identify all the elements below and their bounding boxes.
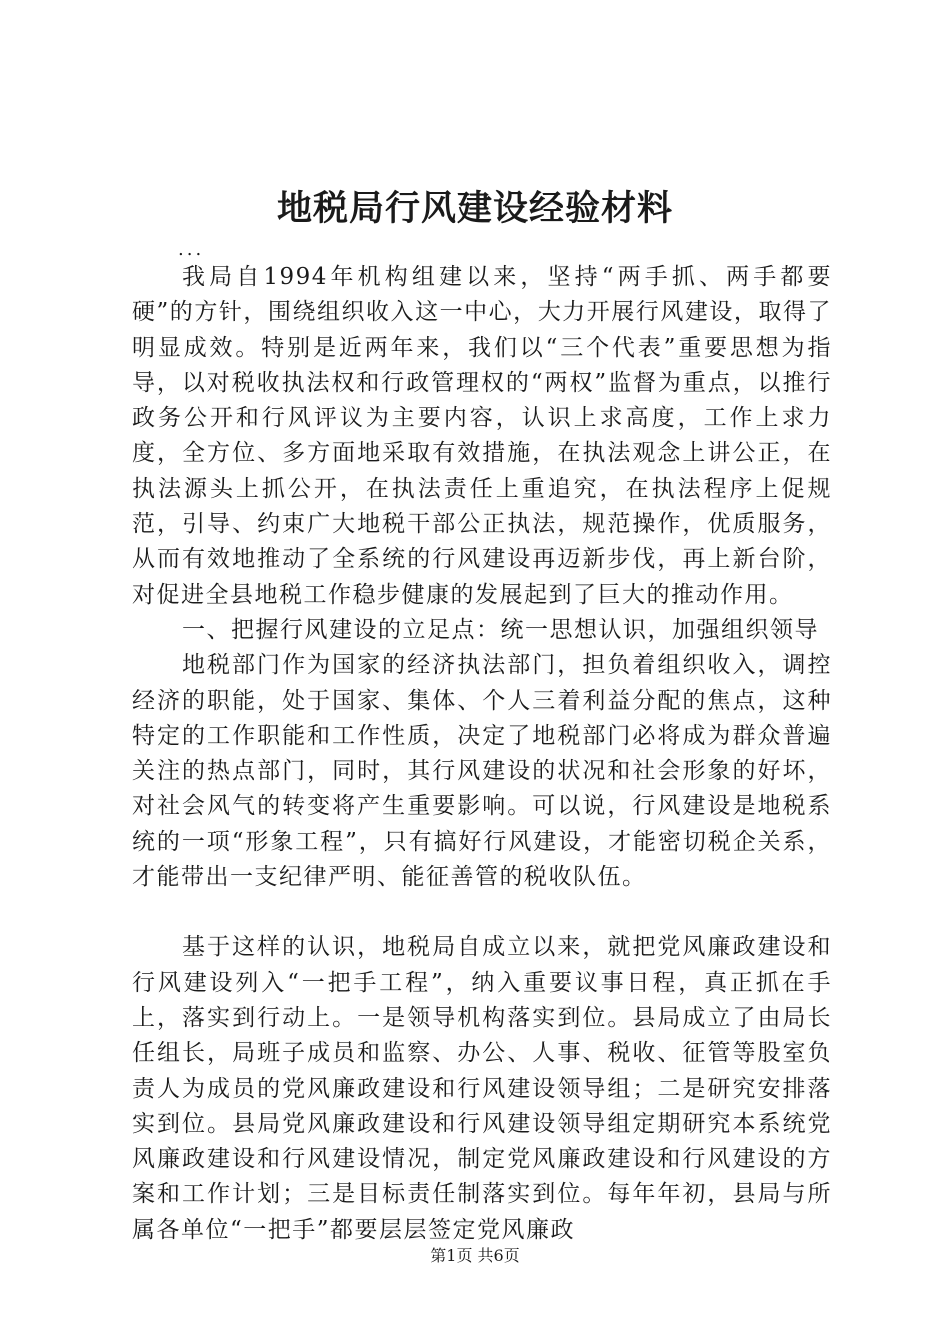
document-title: 地税局行风建设经验材料 bbox=[276, 188, 673, 229]
document-body bbox=[132, 260, 832, 1248]
section-heading: 一、把握行风建设的立足点：统一思想认识，加强组织领导 bbox=[182, 616, 819, 643]
page-number-footer: 第1页 共6页 bbox=[430, 1246, 520, 1265]
paragraph-measures: 基于这样的认识，地税局自成立以来，就把党风廉政建设和行风建设列入“一把手工程”，纳入重要议事日程，真正抓在手上，落实到行动上。一是领导机构落实到位。县局成立了由局长任组长，局班子成员和监察、办公、人事、税收、征管等股室负责人为成员的党风廉政建设和行风建设领导组；二是研究安排落实到位。县局党风廉政建设和行风建设领导组定期研究本系统党风廉政建设和行风建设情况，制定党风廉政建设和行风建设的方案和工作计划；三是目标责任制落实到位。每年年初，县局与所属各单位“一把手”都要层层签定党风廉政 bbox=[132, 934, 832, 1243]
ellipsis-marker: ... bbox=[178, 239, 205, 260]
paragraph-intro: 我局自1994年机构组建以来，坚持“两手抓、两手都要硬”的方针，围绕组织收入这一中心，大力开展行风建设，取得了明显成效。特别是近两年来，我们以“三个代表”重要思想为指导，以对税收执法权和行政管理权的“两权”监督为重点，以推行政务公开和行风评议为主要内容，认识上求高度，工作上求力度，全方位、多方面地采取有效措施，在执法观念上讲公正，在执法源头上抓公开，在执法责任上重追究，在执法程序上促规范，引导、约束广大地税干部公正执法，规范操作，优质服务，从而有效地推动了全系统的行风建设再迈新步伐，再上新台阶，对促进全县地税工作稳步健康的发展起到了巨大的推动作用。 bbox=[132, 264, 832, 608]
paragraph-role: 地税部门作为国家的经济执法部门，担负着组织收入，调控经济的职能，处于国家、集体、个人三着利益分配的焦点，这种特定的工作职能和工作性质，决定了地税部门必将成为群众普遍关注的热点部门，同时，其行风建设的状况和社会形象的好坏，对社会风气的转变将产生重要影响。可以说，行风建设是地税系统的一项“形象工程”，只有搞好行风建设，才能密切税企关系，才能带出一支纪律严明、能征善管的税收队伍。 bbox=[132, 652, 832, 891]
